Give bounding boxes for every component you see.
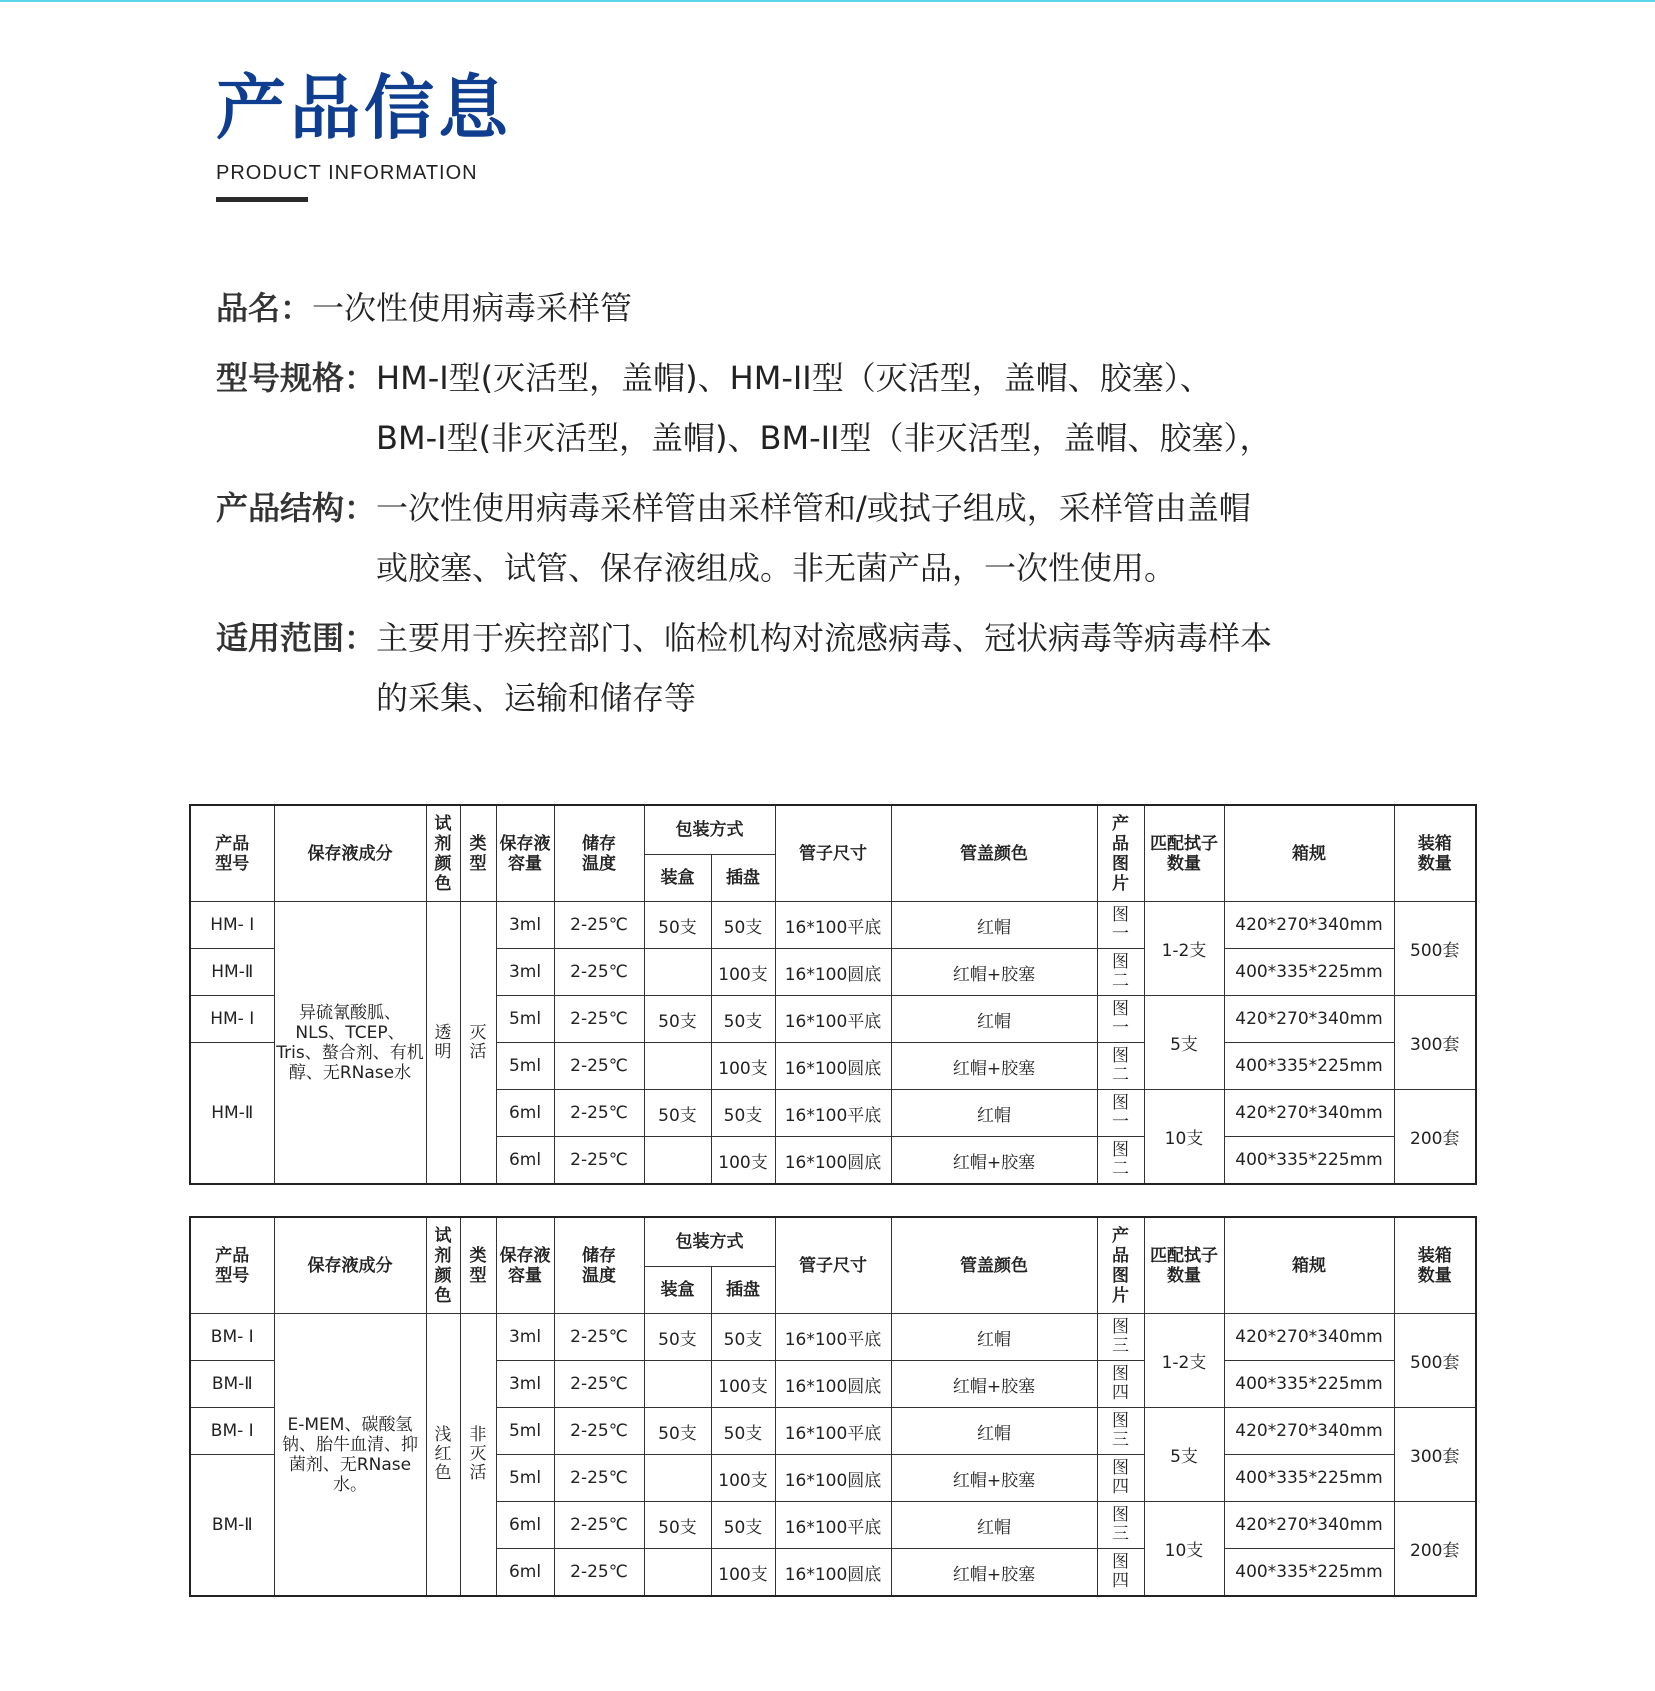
cell-cap-color: 红帽+胶塞 [891, 1455, 1097, 1502]
cell-box [644, 1455, 711, 1502]
cell-tube-size: 16*100平底 [775, 1502, 891, 1549]
header-volume: 保存液 容量 [496, 1217, 554, 1314]
cell-volume: 5ml [496, 1455, 554, 1502]
scope-line-2: 的采集、运输和储存等 [376, 679, 697, 717]
cell-swabs: 1-2支 [1144, 1314, 1224, 1408]
product-info [216, 278, 1416, 738]
cell-tray: 50支 [711, 902, 775, 949]
cell-carton-qty: 200套 [1394, 1502, 1476, 1597]
model-value [376, 348, 1272, 468]
cell-swabs: 1-2支 [1144, 902, 1224, 996]
header-picture: 产 品 图 片 [1097, 805, 1144, 902]
cell-storage: 2-25℃ [554, 1502, 644, 1549]
header-tube-size: 管子尺寸 [775, 1217, 891, 1314]
cell-composition: E-MEM、碳酸氢钠、胎牛血清、抑菌剂、无RNase水。 [274, 1314, 426, 1597]
cell-composition: 异硫氰酸胍、NLS、TCEP、Tris、螯合剂、有机醇、无RNase水 [274, 902, 426, 1185]
header-carton: 箱规 [1224, 1217, 1394, 1314]
cell-swabs: 10支 [1144, 1090, 1224, 1185]
header-reagent-color: 试 剂 颜 色 [426, 805, 460, 902]
scope-label: 适用范围： [216, 619, 377, 657]
cell-reagent-color: 透 明 [426, 902, 460, 1185]
cell-box: 50支 [644, 1314, 711, 1361]
info-row-model [216, 348, 1416, 468]
cell-tray: 50支 [711, 1408, 775, 1455]
header-cap-color: 管盖颜色 [891, 805, 1097, 902]
cell-box [644, 949, 711, 996]
page-subtitle: PRODUCT INFORMATION [216, 162, 478, 184]
cell-volume: 5ml [496, 1043, 554, 1090]
cell-model: BM- I [190, 1314, 274, 1361]
header-carton-qty: 装箱 数量 [1394, 805, 1476, 902]
table-row [190, 1314, 1476, 1361]
cell-model: HM-Ⅱ [190, 1043, 274, 1185]
cell-tube-size: 16*100平底 [775, 1314, 891, 1361]
header-packing: 包装方式 [644, 805, 775, 855]
cell-carton: 400*335*225mm [1224, 1137, 1394, 1185]
cell-picture: 图 二 [1097, 1043, 1144, 1090]
model-line-2: BM-I型(非灭活型，盖帽)、BM-II型（非灭活型，盖帽、胶塞）， [376, 419, 1272, 457]
spec-table-hm [189, 804, 1477, 1185]
title-block [216, 66, 512, 202]
scope-value [376, 608, 1272, 728]
header-storage: 储存 温度 [554, 805, 644, 902]
cell-box: 50支 [644, 1090, 711, 1137]
cell-tray: 100支 [711, 1137, 775, 1185]
cell-volume: 6ml [496, 1502, 554, 1549]
cell-tray: 100支 [711, 1043, 775, 1090]
title-underline [216, 197, 308, 202]
info-row-name [216, 278, 1416, 338]
header-swabs: 匹配拭子 数量 [1144, 805, 1224, 902]
cell-volume: 3ml [496, 1314, 554, 1361]
cell-cap-color: 红帽+胶塞 [891, 1549, 1097, 1597]
cell-tube-size: 16*100平底 [775, 996, 891, 1043]
model-line-1: HM-I型(灭活型，盖帽)、HM-II型（灭活型，盖帽、胶塞）、 [376, 359, 1212, 397]
header-cap-color: 管盖颜色 [891, 1217, 1097, 1314]
cell-storage: 2-25℃ [554, 996, 644, 1043]
cell-type: 非 灭 活 [460, 1314, 496, 1597]
cell-cap-color: 红帽 [891, 902, 1097, 949]
cell-picture: 图 一 [1097, 996, 1144, 1043]
cell-tray: 100支 [711, 1361, 775, 1408]
cell-carton: 420*270*340mm [1224, 1090, 1394, 1137]
cell-volume: 5ml [496, 996, 554, 1043]
structure-line-2: 或胶塞、试管、保存液组成。非无菌产品，一次性使用。 [376, 549, 1177, 587]
cell-cap-color: 红帽+胶塞 [891, 1361, 1097, 1408]
cell-cap-color: 红帽 [891, 1314, 1097, 1361]
cell-picture: 图 一 [1097, 902, 1144, 949]
cell-picture: 图 四 [1097, 1549, 1144, 1597]
cell-tube-size: 16*100平底 [775, 902, 891, 949]
cell-model: BM-Ⅱ [190, 1455, 274, 1597]
cell-volume: 6ml [496, 1090, 554, 1137]
header-type: 类 型 [460, 1217, 496, 1314]
cell-picture: 图 二 [1097, 949, 1144, 996]
cell-swabs: 5支 [1144, 1408, 1224, 1502]
cell-type: 灭 活 [460, 902, 496, 1185]
cell-swabs: 10支 [1144, 1502, 1224, 1597]
cell-picture: 图 四 [1097, 1361, 1144, 1408]
structure-label: 产品结构： [216, 489, 377, 527]
cell-swabs: 5支 [1144, 996, 1224, 1090]
page-title: 产品信息 [216, 67, 512, 149]
header-carton-qty: 装箱 数量 [1394, 1217, 1476, 1314]
cell-picture: 图 三 [1097, 1314, 1144, 1361]
header-type: 类 型 [460, 805, 496, 902]
cell-tray: 50支 [711, 1090, 775, 1137]
cell-box [644, 1361, 711, 1408]
cell-carton-qty: 300套 [1394, 1408, 1476, 1502]
cell-storage: 2-25℃ [554, 1314, 644, 1361]
name-value-line: 一次性使用病毒采样管 [312, 289, 633, 327]
cell-tray: 100支 [711, 949, 775, 996]
cell-box [644, 1043, 711, 1090]
cell-box [644, 1137, 711, 1185]
cell-carton: 420*270*340mm [1224, 1314, 1394, 1361]
cell-box: 50支 [644, 902, 711, 949]
cell-storage: 2-25℃ [554, 1408, 644, 1455]
cell-cap-color: 红帽 [891, 996, 1097, 1043]
top-accent-line [0, 0, 1655, 2]
cell-tray: 100支 [711, 1455, 775, 1502]
header-box: 装盒 [644, 855, 711, 902]
cell-cap-color: 红帽+胶塞 [891, 1137, 1097, 1185]
cell-storage: 2-25℃ [554, 1137, 644, 1185]
cell-model: HM- I [190, 996, 274, 1043]
header-model: 产品 型号 [190, 1217, 274, 1314]
header-storage: 储存 温度 [554, 1217, 644, 1314]
model-label: 型号规格： [216, 359, 377, 397]
info-row-scope [216, 608, 1416, 728]
cell-picture: 图 三 [1097, 1408, 1144, 1455]
cell-tray: 50支 [711, 996, 775, 1043]
header-composition: 保存液成分 [274, 1217, 426, 1314]
header-composition: 保存液成分 [274, 805, 426, 902]
cell-tube-size: 16*100圆底 [775, 949, 891, 996]
cell-box: 50支 [644, 996, 711, 1043]
name-label: 品名： [216, 289, 313, 327]
cell-cap-color: 红帽+胶塞 [891, 949, 1097, 996]
cell-storage: 2-25℃ [554, 1090, 644, 1137]
cell-model: BM-Ⅱ [190, 1361, 274, 1408]
cell-cap-color: 红帽 [891, 1408, 1097, 1455]
cell-picture: 图 三 [1097, 1502, 1144, 1549]
info-row-structure [216, 478, 1416, 598]
cell-cap-color: 红帽 [891, 1090, 1097, 1137]
cell-model: BM- I [190, 1408, 274, 1455]
table-row [190, 902, 1476, 949]
cell-volume: 3ml [496, 1361, 554, 1408]
cell-storage: 2-25℃ [554, 949, 644, 996]
cell-carton: 400*335*225mm [1224, 949, 1394, 996]
name-value [312, 278, 632, 338]
cell-carton: 400*335*225mm [1224, 1043, 1394, 1090]
cell-tube-size: 16*100圆底 [775, 1455, 891, 1502]
cell-model: HM-Ⅱ [190, 949, 274, 996]
cell-model: HM- I [190, 902, 274, 949]
structure-value [376, 478, 1251, 598]
cell-tube-size: 16*100圆底 [775, 1137, 891, 1185]
header-reagent-color: 试 剂 颜 色 [426, 1217, 460, 1314]
header-packing: 包装方式 [644, 1217, 775, 1267]
cell-carton: 420*270*340mm [1224, 1502, 1394, 1549]
header-picture: 产 品 图 片 [1097, 1217, 1144, 1314]
cell-carton: 420*270*340mm [1224, 996, 1394, 1043]
scope-line-1: 主要用于疾控部门、临检机构对流感病毒、冠状病毒等病毒样本 [376, 619, 1273, 657]
cell-carton: 400*335*225mm [1224, 1361, 1394, 1408]
header-tray: 插盘 [711, 855, 775, 902]
cell-carton: 420*270*340mm [1224, 902, 1394, 949]
cell-storage: 2-25℃ [554, 1361, 644, 1408]
cell-volume: 3ml [496, 902, 554, 949]
cell-tube-size: 16*100圆底 [775, 1549, 891, 1597]
cell-carton: 420*270*340mm [1224, 1408, 1394, 1455]
cell-tray: 50支 [711, 1314, 775, 1361]
cell-volume: 6ml [496, 1549, 554, 1597]
cell-reagent-color: 浅 红 色 [426, 1314, 460, 1597]
cell-box: 50支 [644, 1502, 711, 1549]
cell-cap-color: 红帽+胶塞 [891, 1043, 1097, 1090]
cell-tray: 100支 [711, 1549, 775, 1597]
cell-tray: 50支 [711, 1502, 775, 1549]
cell-tube-size: 16*100平底 [775, 1090, 891, 1137]
cell-cap-color: 红帽 [891, 1502, 1097, 1549]
structure-line-1: 一次性使用病毒采样管由采样管和/或拭子组成，采样管由盖帽 [376, 489, 1251, 527]
cell-picture: 图 四 [1097, 1455, 1144, 1502]
header-carton: 箱规 [1224, 805, 1394, 902]
cell-picture: 图 二 [1097, 1137, 1144, 1185]
cell-storage: 2-25℃ [554, 902, 644, 949]
cell-carton-qty: 200套 [1394, 1090, 1476, 1185]
cell-box [644, 1549, 711, 1597]
cell-carton-qty: 500套 [1394, 902, 1476, 996]
cell-storage: 2-25℃ [554, 1549, 644, 1597]
cell-volume: 5ml [496, 1408, 554, 1455]
cell-tube-size: 16*100圆底 [775, 1043, 891, 1090]
header-model: 产品 型号 [190, 805, 274, 902]
header-swabs: 匹配拭子 数量 [1144, 1217, 1224, 1314]
cell-carton: 400*335*225mm [1224, 1549, 1394, 1597]
header-volume: 保存液 容量 [496, 805, 554, 902]
cell-tube-size: 16*100圆底 [775, 1361, 891, 1408]
spec-table-bm [189, 1216, 1477, 1597]
header-box: 装盒 [644, 1267, 711, 1314]
cell-carton-qty: 500套 [1394, 1314, 1476, 1408]
cell-storage: 2-25℃ [554, 1043, 644, 1090]
cell-tube-size: 16*100平底 [775, 1408, 891, 1455]
cell-storage: 2-25℃ [554, 1455, 644, 1502]
cell-volume: 3ml [496, 949, 554, 996]
header-tray: 插盘 [711, 1267, 775, 1314]
cell-carton: 400*335*225mm [1224, 1455, 1394, 1502]
cell-box: 50支 [644, 1408, 711, 1455]
cell-volume: 6ml [496, 1137, 554, 1185]
cell-picture: 图 一 [1097, 1090, 1144, 1137]
cell-carton-qty: 300套 [1394, 996, 1476, 1090]
header-tube-size: 管子尺寸 [775, 805, 891, 902]
